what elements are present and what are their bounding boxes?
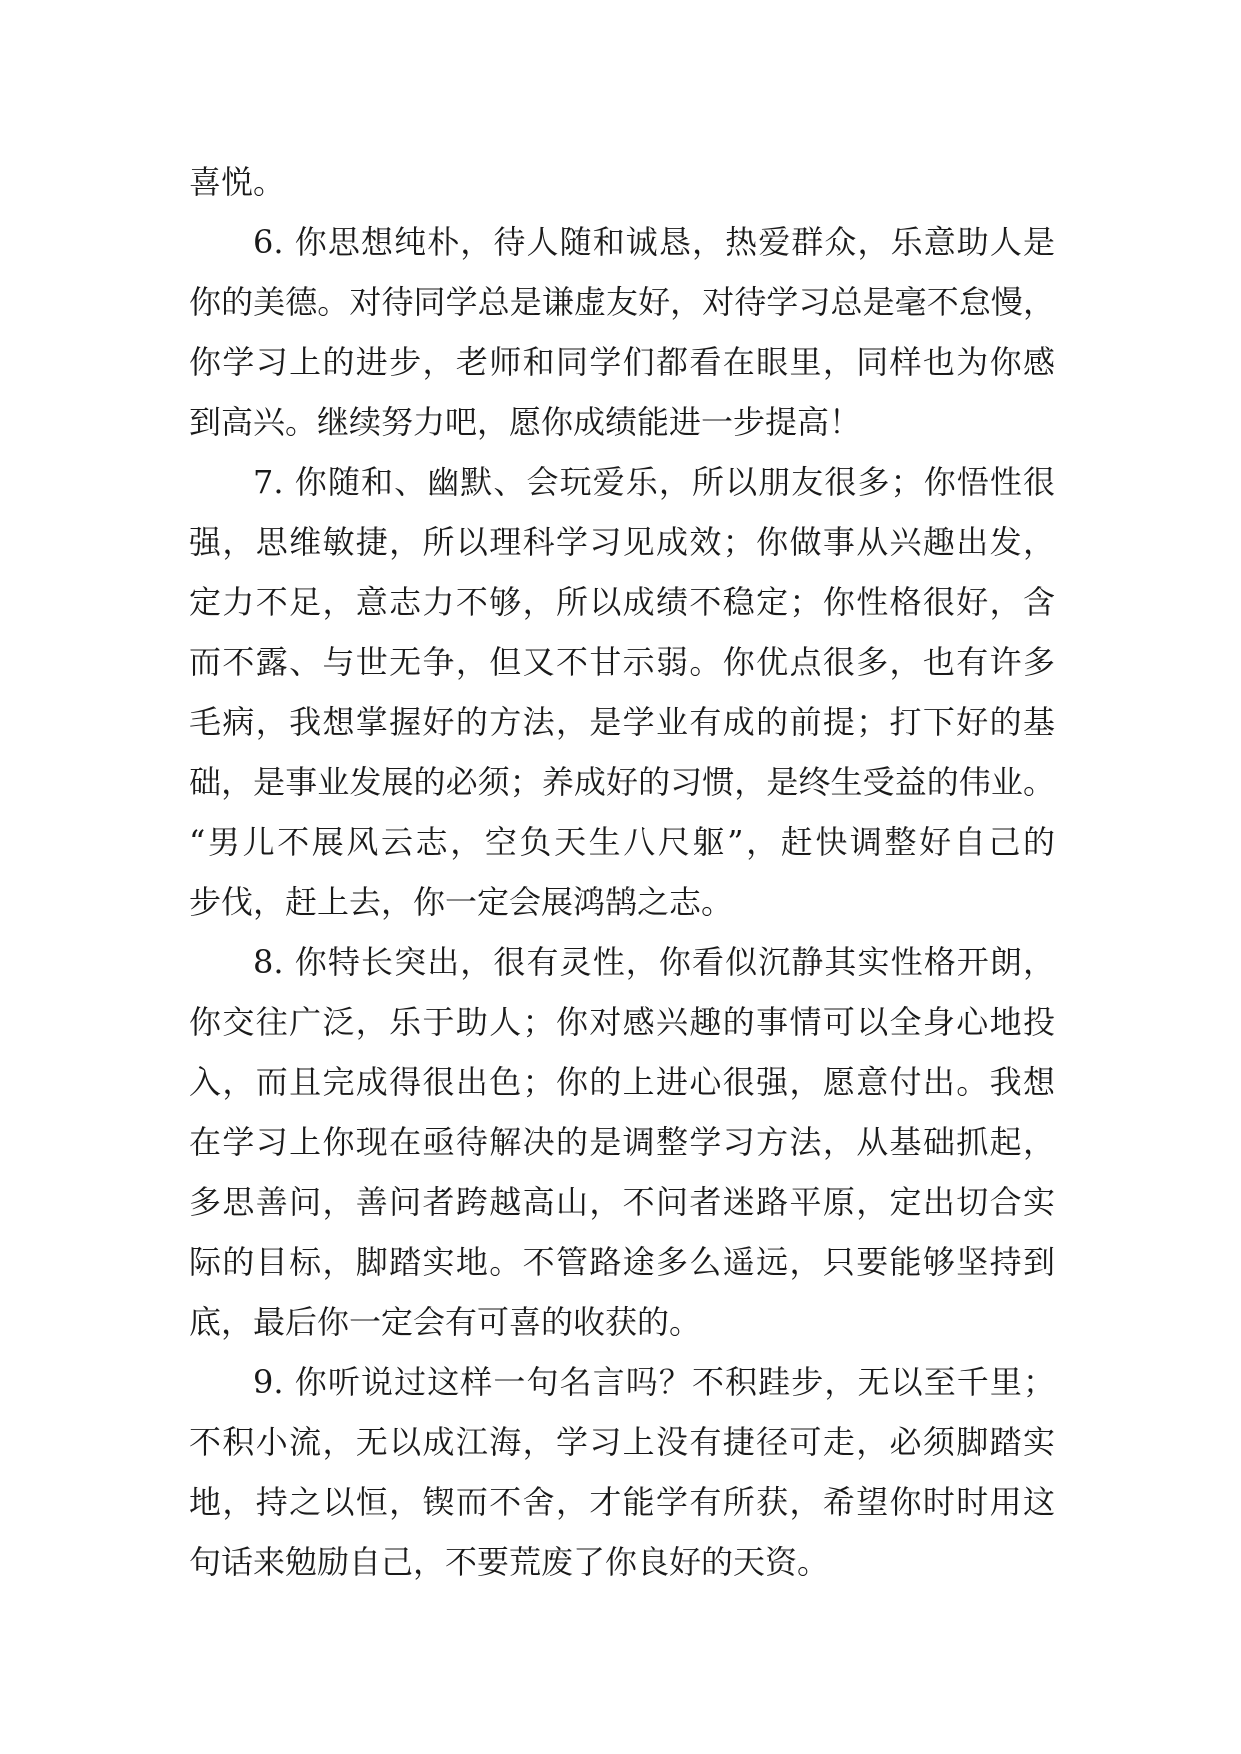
text-line: 毛病，我想掌握好的方法，是学业有成的前提；打下好的基	[189, 703, 1055, 741]
text-line: 喜悦。	[189, 163, 286, 201]
paragraph-8	[189, 932, 1055, 1352]
text-line: 步伐，赶上去，你一定会展鸿鹄之志。	[189, 883, 734, 921]
body-text	[189, 152, 1055, 1592]
paragraph-6	[189, 212, 1055, 452]
text-line: 8. 你特长突出，很有灵性，你看似沉静其实性格开朗，	[253, 943, 1055, 981]
text-line: “男儿不展风云志，空负天生八尺躯”，赶快调整好自己的	[189, 823, 1055, 861]
text-line: 6. 你思想纯朴，待人随和诚恳，热爱群众，乐意助人是	[253, 223, 1055, 261]
text-line: 强，思维敏捷，所以理科学习见成效；你做事从兴趣出发，	[189, 523, 1055, 561]
text-line: 际的目标，脚踏实地。不管路途多么遥远，只要能够坚持到	[189, 1243, 1055, 1281]
text-line: 入，而且完成得很出色；你的上进心很强，愿意付出。我想	[189, 1063, 1055, 1101]
text-line: 底，最后你一定会有可喜的收获的。	[189, 1303, 702, 1341]
paragraph-7	[189, 452, 1055, 932]
text-line: 9. 你听说过这样一句名言吗？不积跬步，无以至千里；	[253, 1363, 1055, 1401]
paragraph-continuation	[189, 152, 1055, 212]
text-line: 到高兴。继续努力吧，愿你成绩能进一步提高！	[189, 403, 862, 441]
text-line: 不积小流，无以成江海，学习上没有捷径可走，必须脚踏实	[189, 1423, 1055, 1461]
text-line: 句话来勉励自己，不要荒废了你良好的天资。	[189, 1543, 830, 1581]
text-line: 础，是事业发展的必须；养成好的习惯，是终生受益的伟业。	[189, 763, 1055, 801]
text-line: 定力不足，意志力不够，所以成绩不稳定；你性格很好，含	[189, 583, 1055, 621]
text-line: 你学习上的进步，老师和同学们都看在眼里，同样也为你感	[189, 343, 1055, 381]
paragraph-9	[189, 1352, 1055, 1592]
text-line: 而不露、与世无争，但又不甘示弱。你优点很多，也有许多	[189, 643, 1055, 681]
text-line: 多思善问，善问者跨越高山，不问者迷路平原，定出切合实	[189, 1183, 1055, 1221]
text-line: 你交往广泛，乐于助人；你对感兴趣的事情可以全身心地投	[189, 1003, 1055, 1041]
text-line: 7. 你随和、幽默、会玩爱乐，所以朋友很多；你悟性很	[253, 463, 1055, 501]
text-line: 地，持之以恒，锲而不舍，才能学有所获，希望你时时用这	[189, 1483, 1055, 1521]
text-line: 你的美德。对待同学总是谦虚友好，对待学习总是毫不怠慢，	[189, 283, 1055, 321]
text-line: 在学习上你现在亟待解决的是调整学习方法，从基础抓起，	[189, 1123, 1055, 1161]
